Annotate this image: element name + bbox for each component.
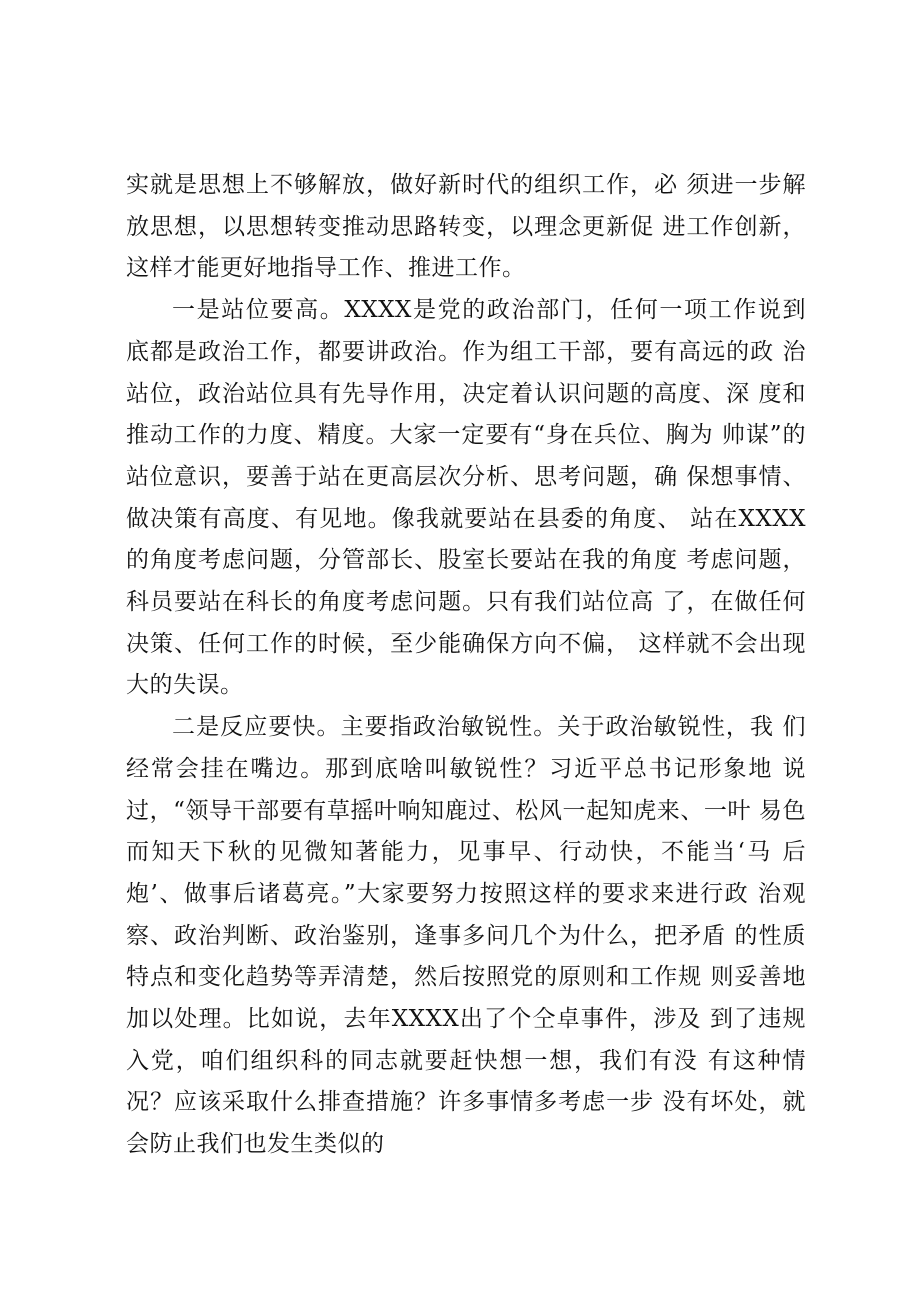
paragraph-1: 实就是思想上不够解放，做好新时代的组织工作，必 须进一步解放思想，以思想转变推动思路转变，以理念更新促 进工作创新，这样才能更好地指导工作、推进工作。 xyxy=(126,172,806,282)
document-body xyxy=(126,165,806,1166)
paragraph-3: 二是反应要快。主要指政治敏锐性。关于政治敏锐性，我 们经常会挂在嘴边。那到底啥叫敏锐性？习近平总书记形象地 说过，“领导干部要有草摇叶响知鹿过、松风一起知虎来、一叶 易色而知天下秋的见微知著能力，见事早、行动快，不能当‘马 后炮’、做事后诸葛亮。”大家要努力按照这样的要求来进行政 治观察、政治判断、政治鉴别，逢事多问几个为什么，把矛盾 的性质特点和变化趋势等弄清楚，然后按照党的原则和工作规 则妥善地加以处理。比如说，去年XXXX出了个仝卓事件，涉及 到了违规入党，咱们组织科的同志就要赶快想一想，我们有没 有这种情况？应该采取什么排查措施？许多事情多考虑一步 没有坏处，就会防止我们也发生类似的 xyxy=(126,714,806,1158)
paragraph-2: 一是站位要高。XXXX是党的政治部门，任何一项工作说到 底都是政治工作，都要讲政治。作为组工干部，要有高远的政 治站位，政治站位具有先导作用，决定着认识问题的高度、深 度和推动工作的力度、精度。大家一定要有“身在兵位、胸为 帅谋”的站位意识，要善于站在更高层次分析、思考问题，确 保想事情、做决策有高度、有见地。像我就要站在县委的角度、 站在XXXX的角度考虑问题，分管部长、股室长要站在我的角度 考虑问题，科员要站在科长的角度考虑问题。只有我们站位高 了，在做任何决策、任何工作的时候，至少能确保方向不偏， 这样就不会出现大的失误。 xyxy=(126,297,806,699)
